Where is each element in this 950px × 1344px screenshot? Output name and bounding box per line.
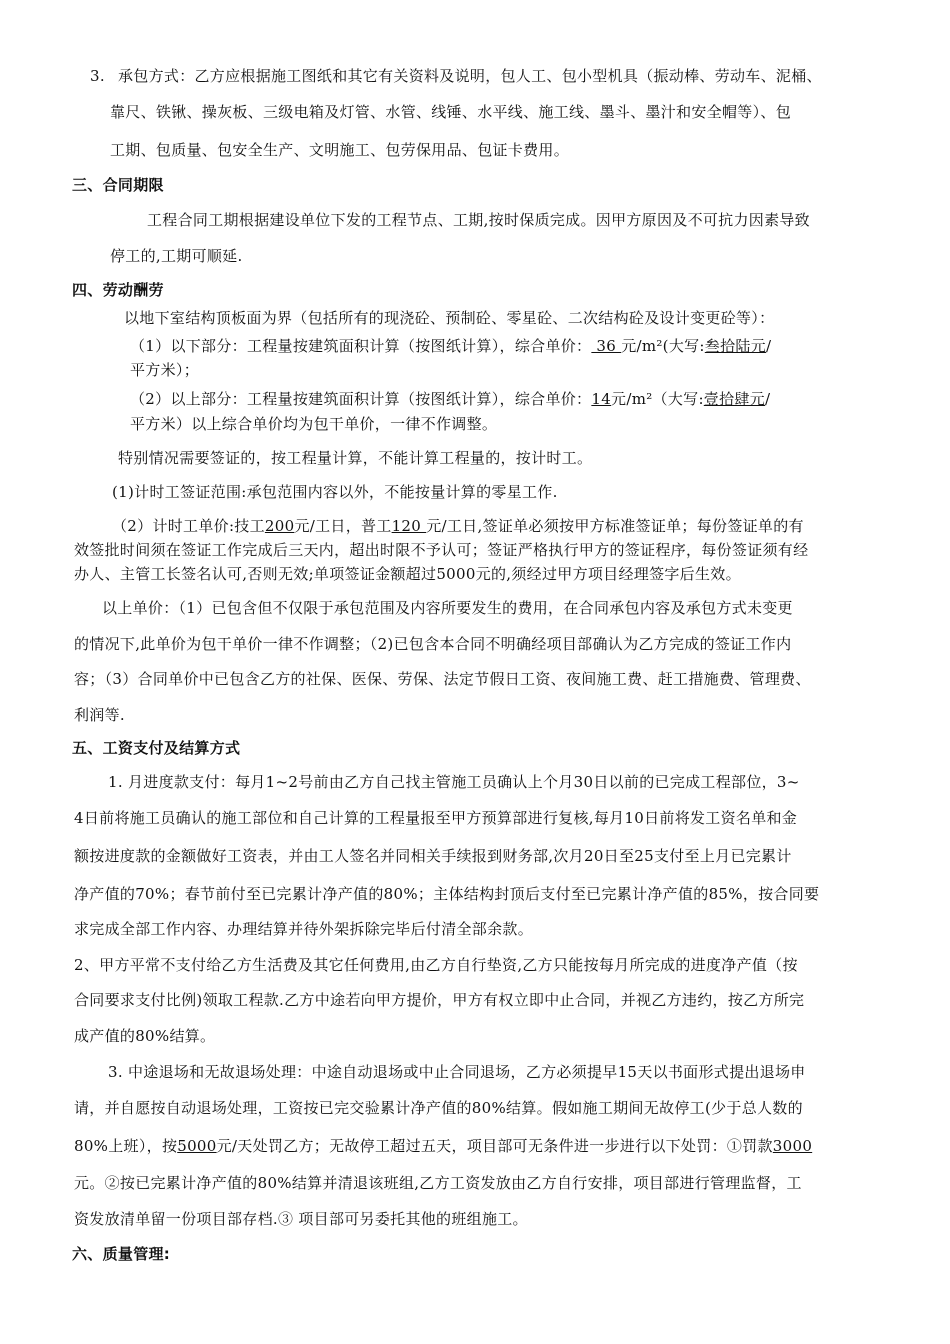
section4-intro: 以地下室结构顶板面为界（包括所有的现浇砼、预制砼、零星砼、二次结构砼及设计变更砼等）：: [124, 309, 775, 327]
section3-line2: 停工的,工期可顺延.: [110, 247, 243, 265]
section5-item1-line4: 净产值的70%；春节前付至已完累计净产值的80%；主体结构封顶后支付至已完累计净产值的85%，按合同要: [74, 885, 820, 903]
section4-note-line4: 利润等.: [74, 706, 125, 724]
general-worker-rate: 120: [391, 517, 427, 535]
section5-item3-line5: 资发放清单留一份项目部存档.③ 项目部可另委托其他的班组施工。: [74, 1210, 528, 1228]
section4-special: 特别情况需要签证的，按工程量计算，不能计算工程量的，按计时工。: [118, 449, 593, 467]
section5-item3-line3: 80%上班），按5000元/天处罚乙方；无故停工超过五天，项目部可无条件进一步进行以下处罚：①罚款3000: [74, 1137, 813, 1155]
section5-item3-line1: 3. 中途退场和无故退场处理：中途自动退场或中止合同退场，乙方必须提早15天以书面形式提出退场申: [108, 1063, 806, 1081]
section3-line1: 工程合同工期根据建设单位下发的工程节点、工期,按时保质完成。因甲方原因及不可抗力因素导致: [147, 211, 810, 229]
price-above-ground-upper: 壹拾肆元: [703, 390, 765, 408]
fine-amount: 3000: [772, 1137, 813, 1155]
section5-item1-line2: 4日前将施工员确认的施工部位和自己计算的工程量报至甲方预算部进行复核,每月10日前将发工资名单和金: [74, 809, 798, 827]
section5-item2-line3: 成产值的80%结算。: [74, 1027, 216, 1045]
skilled-worker-rate: 200: [264, 517, 295, 535]
section4-note-line1: 以上单价：（1）已包含但不仅限于承包范围及内容所要发生的费用，在合同承包内容及承包方式未变更: [102, 599, 793, 617]
section5-item2-line2: 合同要求支付比例)领取工程款.乙方中途若向甲方提价，甲方有权立即中止合同，并视乙方违约，按乙方所完: [74, 991, 805, 1009]
price-below-ground-upper: 叁拾陆元: [704, 337, 766, 355]
item3-line2: 靠尺、铁锹、操灰板、三级电箱及灯管、水管、线锤、水平线、施工线、墨斗、墨汁和安全帽等）、包: [110, 103, 792, 121]
item3-line3: 工期、包质量、包安全生产、文明施工、包劳保用品、包证卡费用。: [110, 141, 570, 159]
section4-timework-2-line2: 效签批时间须在签证工作完成后三天内，超出时限不予认可；签证严格执行甲方的签证程序，每份签证须有经: [74, 541, 809, 559]
section5-item3-line2: 请，并自愿按自动退场处理，工资按已完交验累计净产值的80%结算。假如施工期间无故停工(少于总人数的: [74, 1099, 803, 1117]
daily-penalty-amount: 5000: [177, 1137, 217, 1155]
section5-item1-line5: 求完成全部工作内容、办理结算并待外架拆除完毕后付清全部余款。: [74, 920, 534, 938]
item3-number: 3.: [90, 67, 105, 85]
section4-heading: 四、劳动酬劳: [72, 281, 164, 299]
section4-timework-1: (1)计时工签证范围:承包范围内容以外，不能按量计算的零星工作.: [112, 483, 558, 501]
section5-item2-line1: 2、甲方平常不支付给乙方生活费及其它任何费用,由乙方自行垫资,乙方只能按每月所完成的进度净产值（按: [74, 956, 798, 974]
section4-note-line2: 的情况下,此单价为包干单价一律不作调整；（2)已包含本合同不明确经项目部确认为乙方完成的签证工作内: [74, 635, 792, 653]
price-below-ground: 36: [591, 337, 622, 355]
section5-item1-line1: 1. 月进度款支付：每月1~2号前由乙方自己找主管施工员确认上个月30日以前的已完成工程部位，3~: [108, 773, 800, 791]
section5-heading: 五、工资支付及结算方式: [72, 739, 241, 757]
item3-line1: 承包方式：乙方应根据施工图纸和其它有关资料及说明，包人工、包小型机具（振动棒、劳动车、泥桶、: [118, 67, 822, 85]
section6-heading: 六、质量管理:: [72, 1245, 171, 1263]
section4-item1-line2: 平方米）；: [130, 361, 200, 379]
section4-item2-line1: （2）以上部分：工程量按建筑面积计算（按图纸计算），综合单价：14元/m²（大写:壹拾肆元/: [130, 390, 771, 408]
section4-item1-line1: （1）以下部分：工程量按建筑面积计算（按图纸计算），综合单价： 36 元/m²(大写:叁拾陆元/: [130, 337, 772, 355]
section4-timework-2-line1: （2）计时工单价:技工200元/工日，普工120 元/工日,签证单必须按甲方标准签证单；每份签证单的有: [112, 517, 804, 535]
price-above-ground: 14: [591, 390, 612, 408]
section4-note-line3: 容；（3）合同单价中已包含乙方的社保、医保、劳保、法定节假日工资、夜间施工费、赶工措施费、管理费、: [74, 670, 811, 688]
section3-heading: 三、合同期限: [72, 176, 164, 194]
section4-timework-2-line3: 办人、主管工长签名认可,否则无效;单项签证金额超过5000元的,须经过甲方项目经理签字后生效。: [74, 565, 741, 583]
section5-item1-line3: 额按进度款的金额做好工资表，并由工人签名并同相关手续报到财务部,次月20日至25支付至上月已完累计: [74, 847, 792, 865]
section5-item3-line4: 元。②按已完累计净产值的80%结算并清退该班组,乙方工资发放由乙方自行安排，项目部进行管理监督，工: [74, 1174, 802, 1192]
section4-item2-line2: 平方米）以上综合单价均为包干单价，一律不作调整。: [130, 415, 498, 433]
